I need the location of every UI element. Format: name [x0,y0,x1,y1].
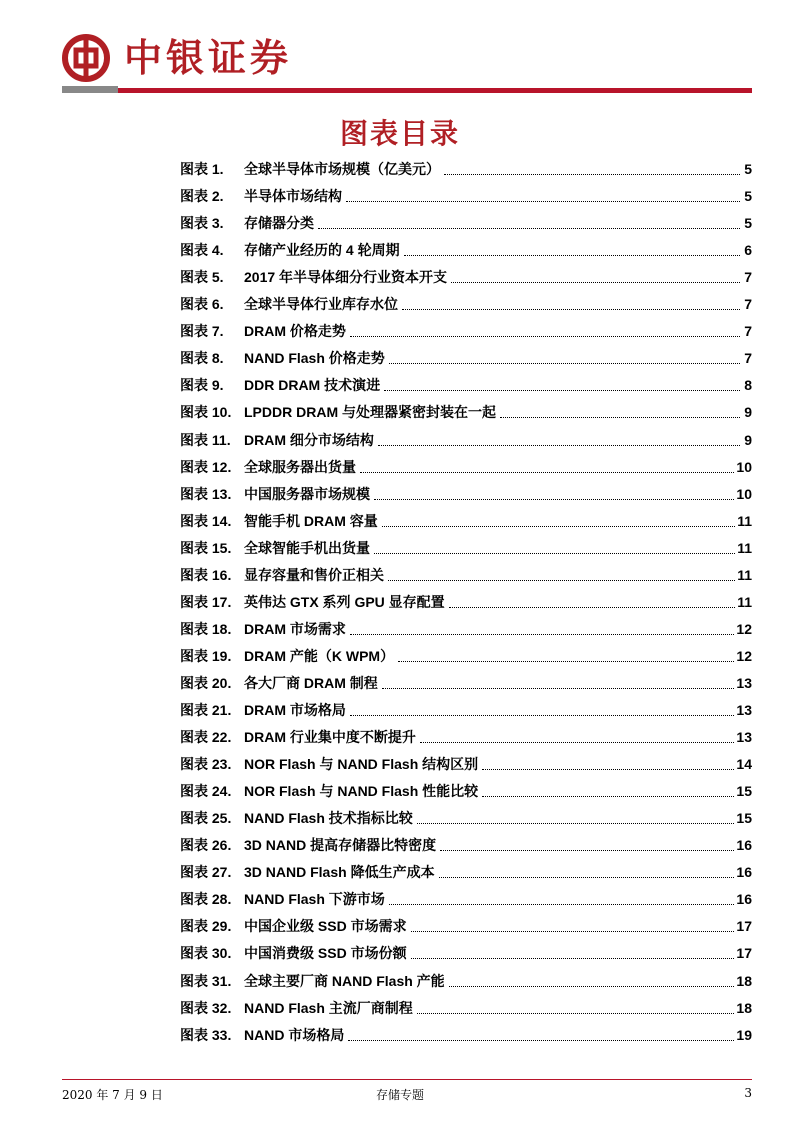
toc-entry-leader [411,957,735,959]
toc-entry[interactable] [180,400,752,424]
toc-entry[interactable] [180,536,752,560]
toc-entry[interactable] [180,806,752,830]
toc-entry-page: 16 [736,837,752,854]
toc-entry-label: 图表 17. [180,593,232,610]
toc-entry-leader [350,714,735,716]
toc-entry-label: 图表 12. [180,458,232,475]
header-rule [62,88,752,93]
toc-entry-title: DRAM 市场格局 [244,702,346,718]
toc-entry-page: 11 [737,593,752,610]
toc-entry-page: 8 [744,377,752,394]
toc-entry-title: 中国消费级 SSD 市场份额 [244,945,407,962]
toc-entry-title: 3D NAND 提高存储器比特密度 [244,837,437,854]
toc-entry-leader [440,849,734,851]
toc-entry-label: 图表 3. [180,215,224,232]
toc-entry-title: 全球半导体市场规模（亿美元） [244,161,440,177]
toc-entry-label: 图表 27. [180,864,232,881]
toc-entry[interactable] [180,941,752,965]
toc-entry[interactable] [180,996,752,1020]
toc-entry-label: 图表 18. [180,620,232,637]
toc-entry-title: 全球半导体行业库存水位 [244,296,398,313]
toc-entry-label: 图表 15. [180,539,232,556]
toc-entry-title: NAND Flash 技术指标比较 [244,810,413,827]
toc-entry[interactable] [180,969,752,993]
toc-entry-label: 图表 26. [180,837,232,854]
toc-entry-label: 图表 6. [180,296,224,313]
toc-entry-leader [389,903,735,905]
toc-entry-label: 图表 2. [180,188,224,205]
toc-entry[interactable] [180,292,752,316]
toc-entry-label: 图表 24. [180,783,232,800]
toc-entry-leader [346,200,740,202]
toc-entry-title: 中国服务器市场规模 [244,485,370,502]
bank-of-china-logo-icon [62,34,110,82]
toc-entry-page: 9 [744,431,752,448]
toc-entry-page: 13 [736,702,752,718]
toc-entry-title: LPDDR DRAM 与处理器紧密封装在一起 [244,404,496,421]
toc-entry[interactable] [180,346,752,370]
toc-entry-label: 图表 23. [180,756,232,773]
toc-entry-page: 5 [744,215,752,232]
toc-entry-title: 显存容量和售价正相关 [244,566,384,583]
toc-entry-leader [350,633,735,635]
toc-entry-title: DRAM 行业集中度不断提升 [244,729,416,746]
toc-entry-page: 13 [736,674,752,691]
footer-topic: 存储专题 [375,1088,424,1102]
toc-entry-leader [388,579,735,581]
toc-entry-title: DRAM 产能（K WPM） [244,647,395,664]
toc-entry-page: 17 [736,918,752,935]
toc-entry-leader [360,471,734,473]
toc-entry[interactable] [180,860,752,884]
toc-entry-label: 图表 19. [180,647,232,664]
toc-entry-label: 图表 33. [180,1026,232,1043]
toc-entry-leader [500,416,740,418]
toc-entry[interactable] [180,157,752,181]
toc-entry-leader [384,389,740,391]
toc-entry-page: 19 [736,1026,752,1043]
toc-entry-title: 存储产业经历的 4 轮周期 [244,242,400,259]
header-rule-accent [62,86,118,93]
toc-entry-leader [382,687,735,689]
toc-entry[interactable] [180,887,752,911]
toc-entry-page: 11 [737,512,752,529]
toc-entry-title: 全球智能手机出货量 [244,539,370,556]
toc-entry-title: 智能手机 DRAM 容量 [244,512,378,529]
toc-entry-title: 中国企业级 SSD 市场需求 [244,918,407,935]
toc-entry[interactable] [180,184,752,208]
toc-entry[interactable] [180,1023,752,1047]
toc-entry-leader [374,498,734,500]
toc-entry-page: 5 [744,188,752,205]
toc-entry[interactable] [180,428,752,452]
toc-entry[interactable] [180,265,752,289]
toc-entry-title: NAND 市场格局 [244,1026,345,1043]
toc-entry[interactable] [180,644,752,668]
toc-entry-leader [449,606,736,608]
toc-entry-page: 5 [744,161,752,177]
toc-entry-title: 全球主要厂商 NAND Flash 产能 [244,972,445,989]
toc-entry-title: DRAM 价格走势 [244,323,346,340]
toc-entry[interactable] [180,238,752,262]
toc-entry-title: NOR Flash 与 NAND Flash 性能比较 [244,783,479,800]
toc-entry-leader [444,173,740,175]
toc-entry-leader [318,227,740,229]
toc-entry[interactable] [180,617,752,641]
toc-entry-leader [350,335,740,337]
toc-entry[interactable] [180,779,752,803]
toc-entry-title: 各大厂商 DRAM 制程 [244,674,378,691]
toc-entry-label: 图表 4. [180,242,224,259]
toc-entry-title: 2017 年半导体细分行业资本开支 [244,269,448,286]
footer-page-number: 3 [744,1086,752,1100]
toc-entry-page: 17 [736,945,752,962]
toc-entry-page: 11 [737,539,752,556]
page-header [62,28,752,94]
toc-entry-label: 图表 9. [180,377,224,394]
toc-entry-leader [417,822,735,824]
toc-entry-leader [389,362,740,364]
toc-entry-page: 7 [744,350,752,367]
toc-entry-leader [451,281,740,283]
toc-entry-page: 18 [736,999,752,1016]
toc-entry-title: NOR Flash 与 NAND Flash 结构区别 [244,756,479,773]
toc-entry-leader [402,308,740,310]
footer-date: 2020 年 7 月 9 日 [62,1088,163,1102]
toc-entry[interactable] [180,752,752,776]
toc-entry-title: NAND Flash 主流厂商制程 [244,999,413,1016]
toc-entry-label: 图表 30. [180,945,232,962]
toc-entry-label: 图表 10. [180,404,232,421]
toc-entry-page: 14 [736,756,752,773]
toc-entry-page: 18 [736,972,752,989]
toc-entry[interactable] [180,482,752,506]
toc-entry-label: 图表 21. [180,702,232,718]
toc-entry-leader [417,1012,735,1014]
toc-entry-page: 6 [744,242,752,259]
toc-entry[interactable] [180,725,752,749]
toc-entry-page: 12 [736,647,752,664]
page-title: 图表目录 [339,117,460,150]
toc-entry-page: 16 [736,864,752,881]
toc-entry-label: 图表 11. [180,431,231,448]
toc-entry-title: 3D NAND Flash 降低生产成本 [244,864,435,881]
toc-entry[interactable] [180,563,752,587]
toc-entry-label: 图表 8. [180,350,224,367]
toc-entry-page: 16 [736,891,752,908]
toc-entry-leader [439,876,735,878]
toc-entry-label: 图表 28. [180,891,232,908]
toc-entry[interactable] [180,914,752,938]
toc-entry-title: 半导体市场结构 [244,188,342,205]
toc-entry-page: 10 [736,485,752,502]
toc-entry-page: 13 [736,729,752,746]
toc-entry[interactable] [180,698,752,722]
toc-entry-title: 全球服务器出货量 [244,458,356,475]
toc-entry-label: 图表 7. [180,323,224,340]
toc-entry-leader [398,660,734,662]
toc-entry-page: 15 [736,783,752,800]
toc-entry-title: NAND Flash 下游市场 [244,891,385,908]
toc-entry-page: 11 [737,566,752,583]
toc-entry-label: 图表 32. [180,999,232,1016]
toc-entry-title: DDR DRAM 技术演进 [244,377,381,394]
toc-entry-title: DRAM 细分市场结构 [244,431,374,448]
toc-entry-leader [374,552,735,554]
toc-entry-title: DRAM 市场需求 [244,620,346,637]
toc-entry-label: 图表 22. [180,729,232,746]
toc-entry-title: 英伟达 GTX 系列 GPU 显存配置 [244,593,445,610]
toc-entry[interactable] [180,671,752,695]
toc-entry-leader [382,525,735,527]
toc-entry-label: 图表 16. [180,566,232,583]
footer-rule [62,1079,752,1080]
toc-entry-leader [482,768,734,770]
toc-entry-label: 图表 31. [180,972,232,989]
toc-entry-leader [449,985,735,987]
toc-entry-page: 12 [736,620,752,637]
toc-entry[interactable] [180,833,752,857]
toc-entry[interactable] [180,455,752,479]
toc-entry-page: 9 [744,404,752,421]
toc-entry-leader [420,741,735,743]
toc-entry-label: 图表 14. [180,512,232,529]
toc-entry-label: 图表 5. [180,269,224,286]
toc-entry[interactable] [180,590,752,614]
toc-entry-label: 图表 29. [180,918,232,935]
toc-entry-leader [378,444,740,446]
toc-entry-label: 图表 1. [180,161,224,177]
toc-entry-page: 10 [736,458,752,475]
toc-entry-label: 图表 20. [180,674,232,691]
toc-entry-title: 存储器分类 [244,215,314,232]
toc-entry[interactable] [180,319,752,343]
toc-entry-leader [411,930,735,932]
toc-entry-page: 7 [744,269,752,286]
toc-entry-leader [348,1039,734,1041]
toc-entry-label: 图表 13. [180,485,232,502]
toc-entry-page: 15 [736,810,752,827]
toc-entry[interactable] [180,373,752,397]
toc-entry-leader [404,254,740,256]
toc-entry-page: 7 [744,323,752,340]
toc-entry[interactable] [180,509,752,533]
toc-entry-title: NAND Flash 价格走势 [244,350,385,367]
toc-entry-label: 图表 25. [180,810,232,827]
brand-name: 中银证券 [124,35,293,80]
toc-entry-leader [482,795,734,797]
toc-entry-page: 7 [744,296,752,313]
toc-entry[interactable] [180,211,752,235]
